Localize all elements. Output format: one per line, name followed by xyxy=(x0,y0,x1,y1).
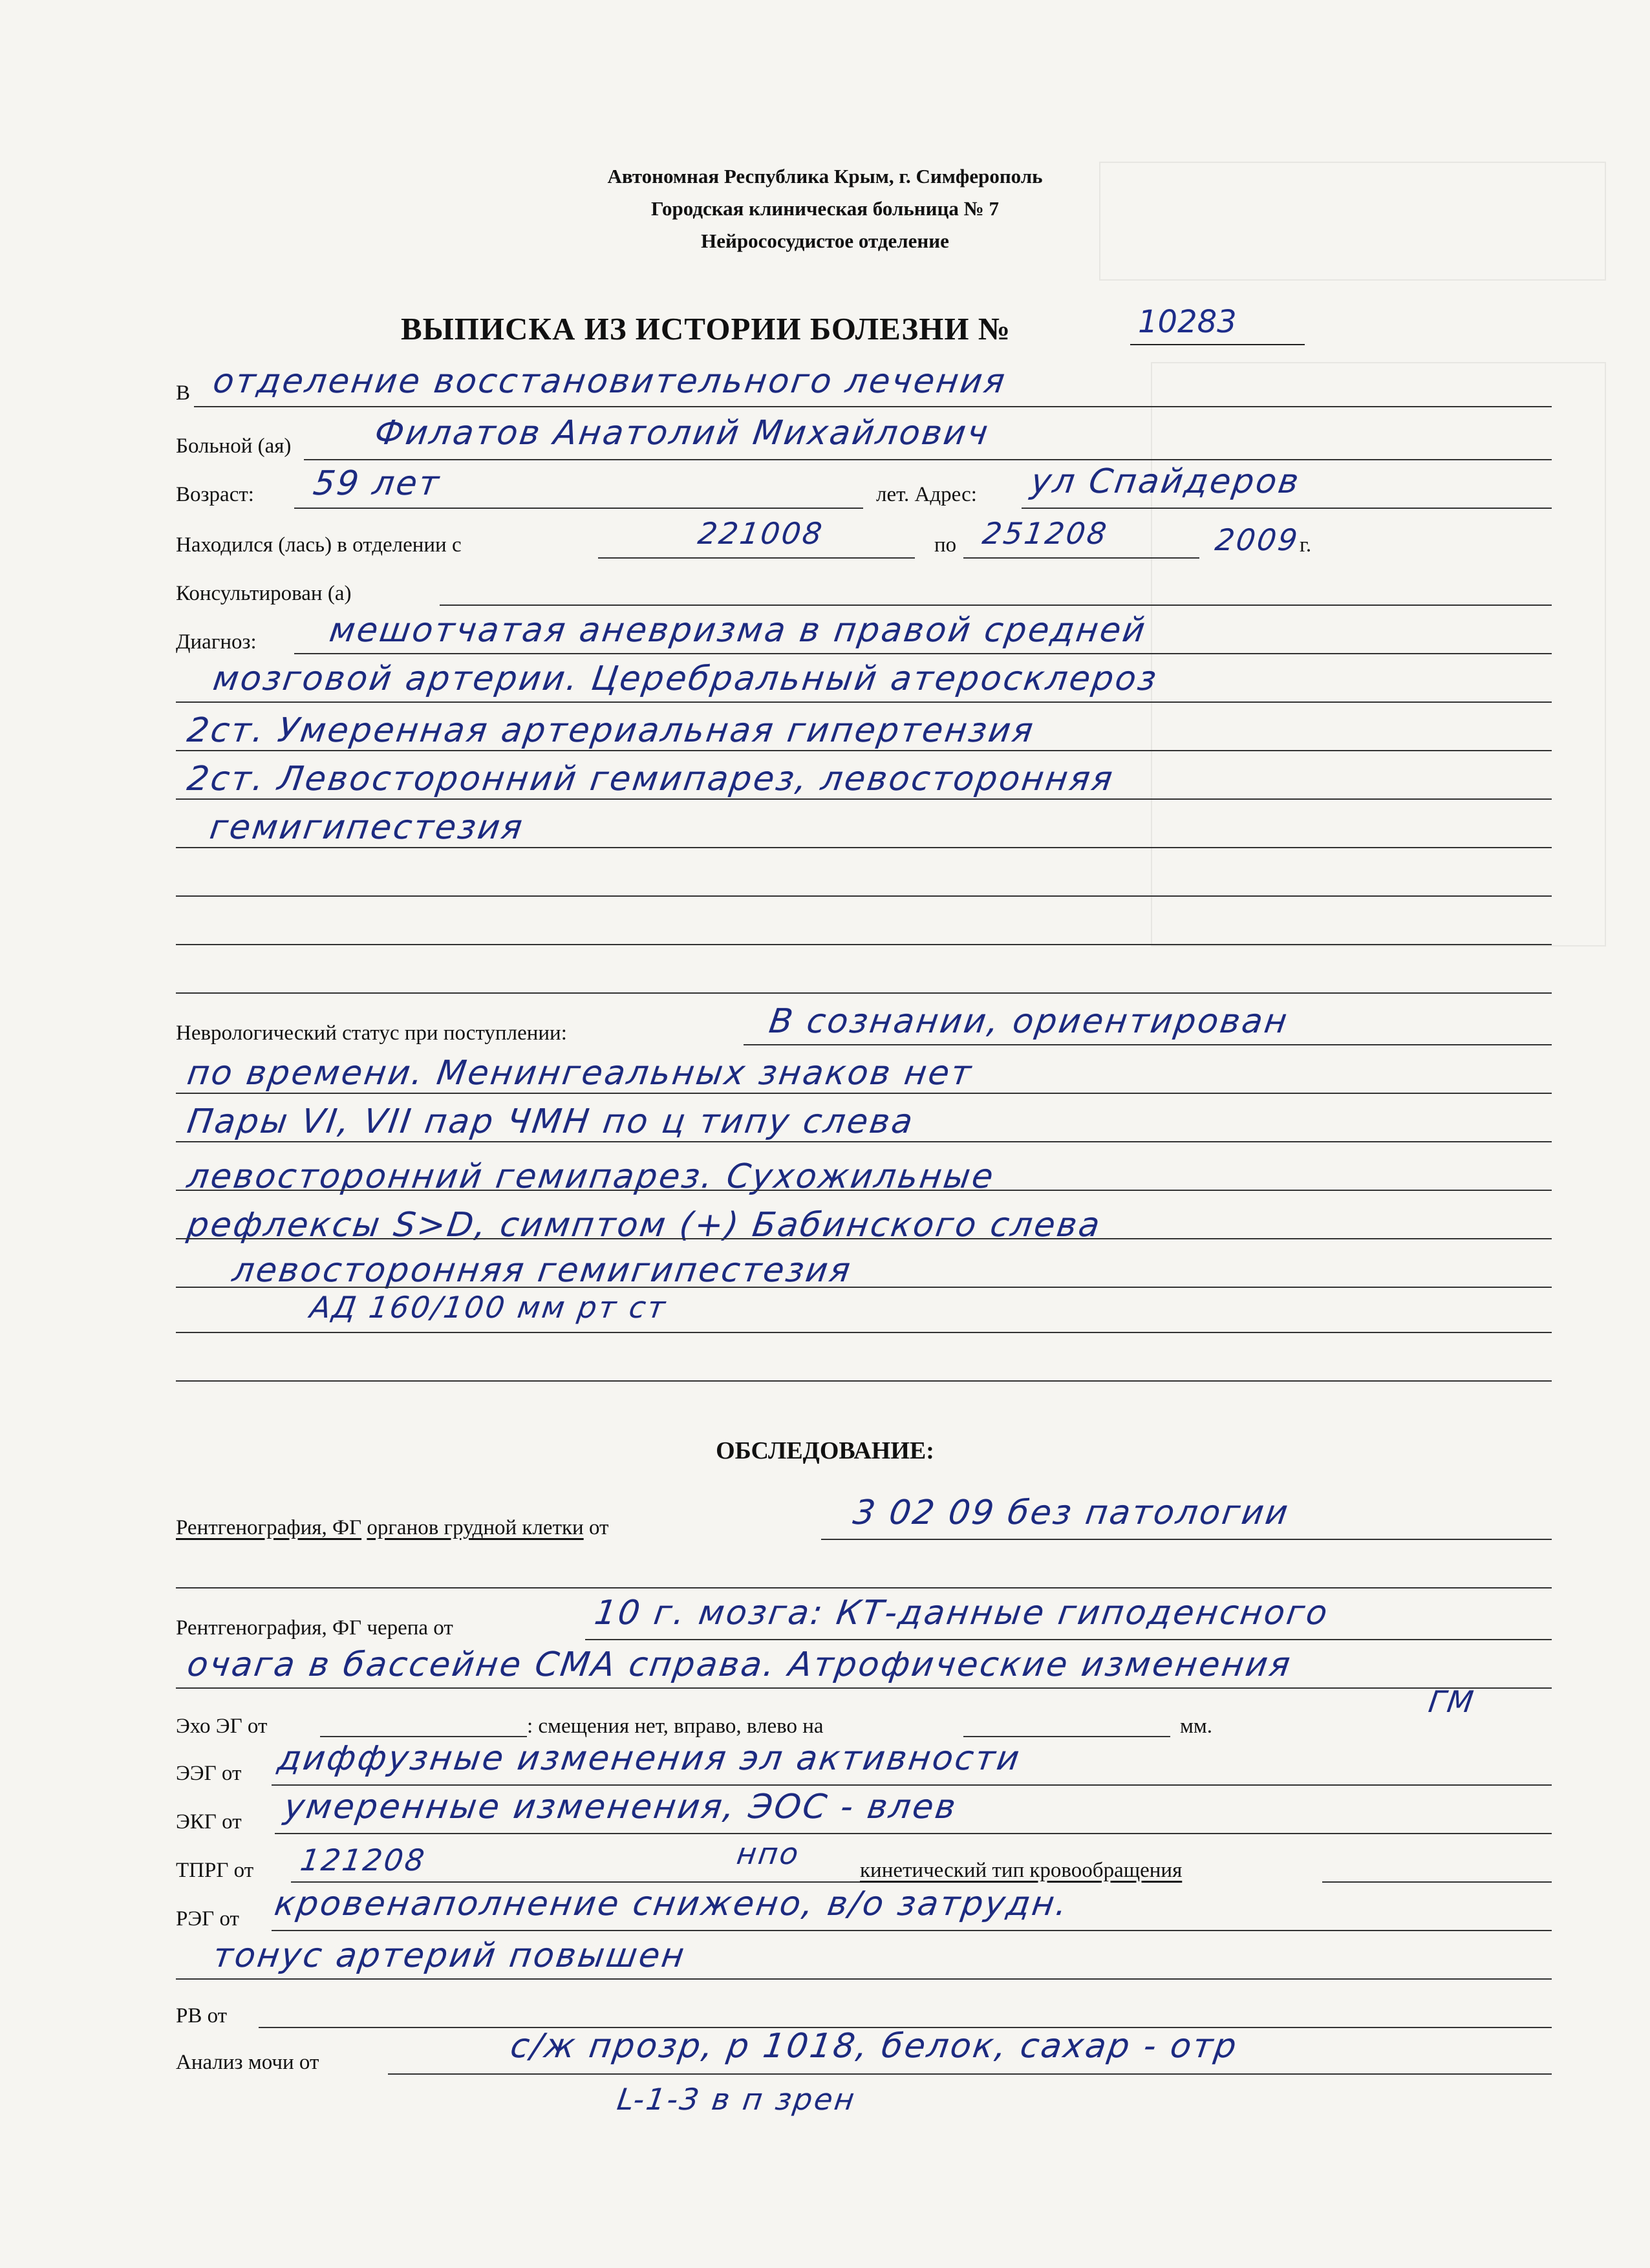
stay-year: 2009 xyxy=(1213,522,1302,557)
dept-label: В xyxy=(176,381,191,405)
diagnosis-rule-5 xyxy=(176,847,1552,848)
diagnosis-rule-4 xyxy=(176,798,1552,800)
diagnosis-rule-3 xyxy=(176,750,1552,751)
neuro-rule-1 xyxy=(744,1044,1552,1045)
chest-line xyxy=(821,1539,1552,1540)
reg-rule-1 xyxy=(272,1930,1552,1931)
diagnosis-line-5: гемигипестезия xyxy=(207,808,527,847)
ecg-line xyxy=(275,1833,1552,1834)
skull-extra: ГМ xyxy=(1426,1684,1478,1719)
address-line xyxy=(1022,508,1552,509)
document-title: ВЫПИСКА ИЗ ИСТОРИИ БОЛЕЗНИ № xyxy=(401,311,1011,347)
urine-line xyxy=(388,2073,1552,2075)
diagnosis-rule-2 xyxy=(176,701,1552,703)
stay-to-line xyxy=(963,557,1199,559)
patient-line xyxy=(304,459,1552,460)
diagnosis-rule-8 xyxy=(176,992,1552,994)
skull-rule-1 xyxy=(585,1639,1552,1640)
skull-label: Рентгенография, ФГ черепа от xyxy=(176,1616,453,1640)
header-republic: Автономная Республика Крым, г. Симферополь xyxy=(607,165,1043,187)
neuro-rule-5 xyxy=(176,1238,1552,1239)
diagnosis-rule-6 xyxy=(176,895,1552,897)
tprg-label: ТПРГ от xyxy=(176,1859,254,1882)
consult-label: Консультирован (а) xyxy=(176,582,352,605)
neuro-rule-3 xyxy=(176,1141,1552,1142)
stay-from-line xyxy=(598,557,915,559)
address-label: лет. Адрес: xyxy=(876,483,977,506)
reg-label: РЭГ от xyxy=(176,1907,239,1931)
tprg-date: 121208 xyxy=(298,1843,429,1878)
diagnosis-rule-1 xyxy=(294,653,1552,654)
diagnosis-label: Диагноз: xyxy=(176,630,257,654)
neuro-rule-4 xyxy=(176,1190,1552,1191)
skull-line-1: 10 г. мозга: КТ-данные гиподенсного xyxy=(592,1594,1332,1632)
diagnosis-line-3: 2ст. Умеренная артериальная гипертензия xyxy=(184,711,1038,750)
exam-section-title: ОБСЛЕДОВАНИЕ: xyxy=(716,1437,934,1464)
neuro-rule-8 xyxy=(176,1380,1552,1382)
neuro-line-5: рефлексы S>D, симптом (+) Бабинского слева xyxy=(184,1206,1104,1245)
title-number-line xyxy=(1130,344,1305,345)
year-suffix: г. xyxy=(1300,533,1312,557)
patient-value: Филатов Анатолий Михайлович xyxy=(372,414,992,453)
neuro-label: Неврологический статус при поступлении: xyxy=(176,1022,567,1045)
eeg-label: ЭЭГ от xyxy=(176,1762,242,1785)
urine-line-2: L-1-3 в п зрен xyxy=(615,2082,859,2117)
tprg-end-line xyxy=(1322,1881,1552,1883)
tprg-mid: нпо xyxy=(734,1836,803,1871)
age-line xyxy=(294,508,863,509)
neuro-line-3: Пары VI, VII пар ЧМН по ц типу слева xyxy=(184,1102,917,1141)
tprg-line xyxy=(291,1881,860,1883)
chest-value: 3 02 09 без патологии xyxy=(850,1493,1292,1532)
tprg-suffix: кинетический тип кровообращения xyxy=(860,1859,1183,1882)
neuro-rule-7 xyxy=(176,1332,1552,1333)
skull-rule-2 xyxy=(176,1687,1552,1689)
urine-line-1: с/ж прозр, р 1018, белок, сахар - отр xyxy=(508,2027,1241,2066)
stay-to-label: по xyxy=(934,533,957,557)
echo-date-line xyxy=(320,1736,527,1737)
rv-label: РВ от xyxy=(176,2004,228,2027)
diagnosis-line-1: мешотчатая аневризма в правой средней xyxy=(327,611,1150,650)
chest-label-row xyxy=(176,1516,608,1540)
dept-value: отделение восстановительного лечения xyxy=(210,362,1009,401)
history-number: 10283 xyxy=(1138,304,1237,340)
diagnosis-rule-7 xyxy=(176,944,1552,945)
chest-label-c: от xyxy=(588,1516,609,1539)
ecg-value: умеренные изменения, ЭОС - влев xyxy=(281,1788,960,1826)
address-value: ул Спайдеров xyxy=(1028,462,1303,501)
chest-label-a: Рентгенография, ФГ xyxy=(176,1516,362,1539)
neuro-rule-6 xyxy=(176,1287,1552,1288)
neuro-line-2: по времени. Менингеальных знаков нет xyxy=(184,1054,976,1093)
neuro-line-1: В сознании, ориентирован xyxy=(766,1002,1292,1041)
stay-label: Находился (лась) в отделении с xyxy=(176,533,462,557)
header-department: Нейрососудистое отделение xyxy=(701,230,949,252)
reg-rule-2 xyxy=(176,1978,1552,1980)
consult-line xyxy=(440,604,1552,606)
eeg-value: диффузные изменения эл активности xyxy=(275,1739,1023,1778)
skull-line-2: очага в бассейне СМА справа. Атрофические изменения xyxy=(184,1645,1294,1684)
ecg-label: ЭКГ от xyxy=(176,1810,242,1834)
age-value: 59 лет xyxy=(310,464,444,503)
chest-line-2 xyxy=(176,1587,1552,1589)
age-label: Возраст: xyxy=(176,483,254,506)
header-hospital: Городская клиническая больница № 7 xyxy=(650,197,1000,220)
neuro-rule-2 xyxy=(176,1093,1552,1094)
diagnosis-line-4: 2ст. Левосторонний гемипарез, левосторонняя xyxy=(184,760,1117,798)
reg-line-2: тонус артерий повышен xyxy=(210,1936,689,1975)
bleed-through-block xyxy=(1151,362,1606,947)
echo-label: Эхо ЭГ от xyxy=(176,1715,268,1738)
echo-unit: мм. xyxy=(1180,1715,1213,1738)
reg-line-1: кровенаполнение снижено, в/о затрудн. xyxy=(272,1885,1071,1923)
chest-label-b: органов грудной клетки xyxy=(367,1516,584,1539)
echo-mid: : смещения нет, вправо, влево на xyxy=(527,1715,824,1738)
stay-from: 221008 xyxy=(696,516,826,551)
echo-shift-line xyxy=(963,1736,1170,1737)
neuro-line-7: АД 160/100 мм рт ст xyxy=(308,1290,670,1325)
eeg-line xyxy=(272,1784,1552,1786)
diagnosis-line-2: мозговой артерии. Церебральный атеросклероз xyxy=(210,659,1161,698)
patient-label: Больной (ая) xyxy=(176,434,292,458)
dept-line xyxy=(194,406,1552,407)
urine-label: Анализ мочи от xyxy=(176,2051,319,2074)
neuro-line-4: левосторонний гемипарез. Сухожильные xyxy=(184,1157,998,1196)
neuro-line-6: левосторонняя гемигипестезия xyxy=(230,1251,855,1290)
stay-to: 251208 xyxy=(980,516,1111,551)
